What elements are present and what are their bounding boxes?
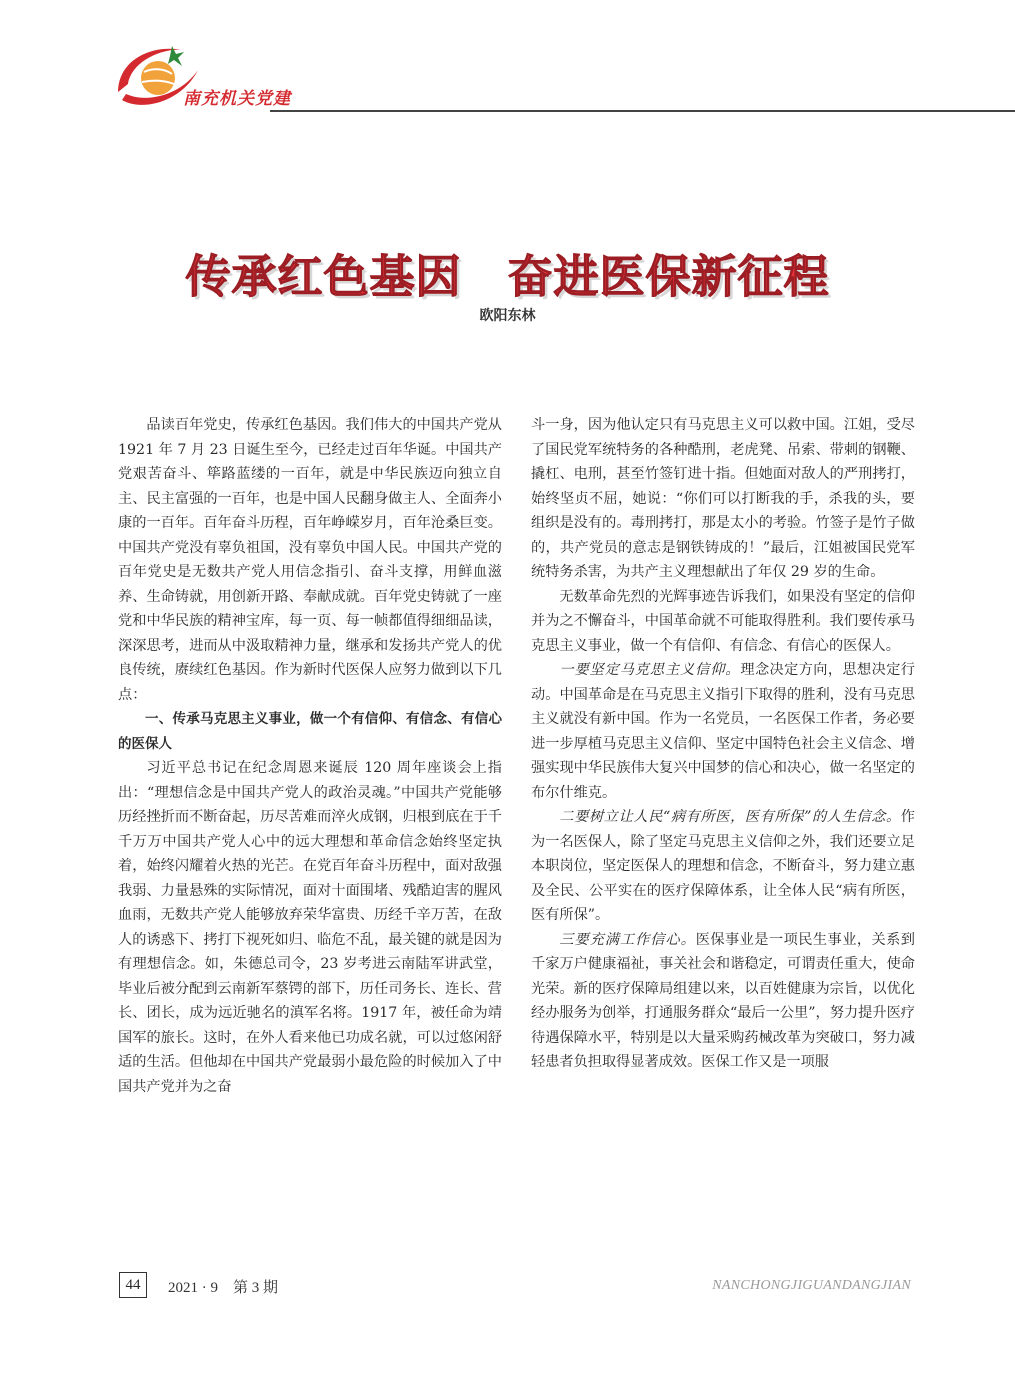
subsection-lead: 一要坚定马克思主义信仰。 <box>559 662 741 678</box>
subsection-lead: 三要充满工作信心。 <box>559 931 696 948</box>
issue-info: 2021 · 9 第 3 期 <box>168 1280 278 1296</box>
paragraph-text: 医保事业是一项民生事业，关系到千家万户健康福祉，事关社会和谐稳定，可谓责任重大，使命光荣。新的医疗保障局组建以来，以百姓健康为宗旨，以优化经办服务为创举，打通服务群众“最后一公里”，努力提升医疗待遇保障水平，特别是以大量采购药械改革为突破口，努力减轻患者负担取得显著成效。医保工作又是一项服 <box>531 931 915 1070</box>
section-heading: 一、传承马克思主义事业，做一个有信仰、有信念、有信心的医保人 <box>118 711 502 752</box>
paragraph: 品读百年党史，传承红色基因。我们伟大的中国共产党从 1921 年 7 月 23 日诞生至今，已经走过百年华诞。中国共产党艰苦奋斗、筚路蓝缕的一百年，就是中华民族迈向独立自主、民主富强的一百年，也是中国人民翻身做主人、全面奔小康的一百年。百年奋斗历程，百年峥嵘岁月，百年沧桑巨变。中国共产党没有辜负祖国，没有辜负中国人民。中国共产党的百年党史是无数共产党人用信念指引、奋斗支撑，用鲜血滋养、生命铸就，用创新开路、奉献成就。百年党史铸就了一座党和中华民族的精神宝库，每一页、每一帧都值得细细品读，深深思考，进而从中汲取精神力量，继承和发扬共产党人的优良传统，赓续红色基因。作为新时代医保人应努力做到以下几点： <box>118 417 502 703</box>
paragraph <box>531 928 915 1075</box>
right-column <box>531 413 915 1258</box>
paragraph: 无数革命先烈的光辉事迹告诉我们，如果没有坚定的信仰并为之不懈奋斗，中国革命就不可能取得胜利。我们要传承马克思主义事业，做一个有信仰、有信念、有信心的医保人。 <box>531 588 915 654</box>
subsection-lead: 二要树立让人民“病有所医，医有所保”的人生信念。 <box>559 809 901 825</box>
paragraph: 习近平总书记在纪念周恩来诞辰 120 周年座谈会上指出：“理想信念是中国共产党人的政治灵魂。”中国共产党能够历经挫折而不断奋起，历尽苦难而淬火成钢，归根到底在于千千万万中国共产党人心中的远大理想和革命信念始终坚定执着，始终闪耀着火热的光芒。在党百年奋斗历程中，面对敌强我弱、力量悬殊的实际情况，面对十面围堵、残酷迫害的腥风血雨，无数共产党人能够放弃荣华富贵、历经千辛万苦，在敌人的诱惑下、拷打下视死如归、临危不乱，最关键的就是因为有理想信念。如，朱德总司令，23 岁考进云南陆军讲武堂，毕业后被分配到云南新军蔡锷的部下，历任司务长、连长、营长、团长，成为远近驰名的滇军名将。1917 年，被任命为靖国军的旅长。这时，在外人看来他已功成名就，可以过悠闲舒适的生活。但他却在中国共产党最弱小最危险的时候加入了中国共产党并为之奋 <box>118 760 502 1095</box>
page-number: 44 <box>119 1272 147 1298</box>
article-author: 欧阳东林 <box>479 308 536 324</box>
brand-name: 南充机关党建 <box>183 89 291 109</box>
paragraph: 斗一身，因为他认定只有马克思主义可以救中国。江姐，受尽了国民党军统特务的各种酷刑，老虎凳、吊索、带刺的钢鞭、撬杠、电刑，甚至竹签钉进十指。但她面对敌人的严刑拷打，始终坚贞不屈，她说：“你们可以打断我的手，杀我的头，要组织是没有的。毒刑拷打，那是太小的考验。竹签子是竹子做的，共产党员的意志是钢铁铸成的！”最后，江姐被国民党军统特务杀害，为共产主义理想献出了年仅 29 岁的生命。 <box>531 417 915 580</box>
header-rule <box>270 110 1015 112</box>
left-column <box>118 413 502 1258</box>
footer-brand: NANCHONGJIGUANDANGJIAN <box>712 1278 911 1293</box>
paragraph <box>531 805 915 928</box>
paragraph <box>531 658 915 805</box>
article-title: 传承红色基因 奋进医保新征程 <box>185 250 830 303</box>
paragraph-text: 理念决定方向，思想决定行动。中国革命是在马克思主义指引下取得的胜利，没有马克思主义就没有新中国。作为一名党员，一名医保工作者，务必要进一步厚植马克思主义信仰、坚定中国特色社会主义信念、增强实现中华民族伟大复兴中国梦的信心和决心，做一名坚定的布尔什维克。 <box>531 662 915 801</box>
paragraph-text: 作为一名医保人，除了坚定马克思主义信仰之外，我们还要立足本职岗位，坚定医保人的理想和信念，不断奋斗，努力建立惠及全民、公平实在的医疗保障体系，让全体人民“病有所医，医有所保”。 <box>531 809 915 923</box>
